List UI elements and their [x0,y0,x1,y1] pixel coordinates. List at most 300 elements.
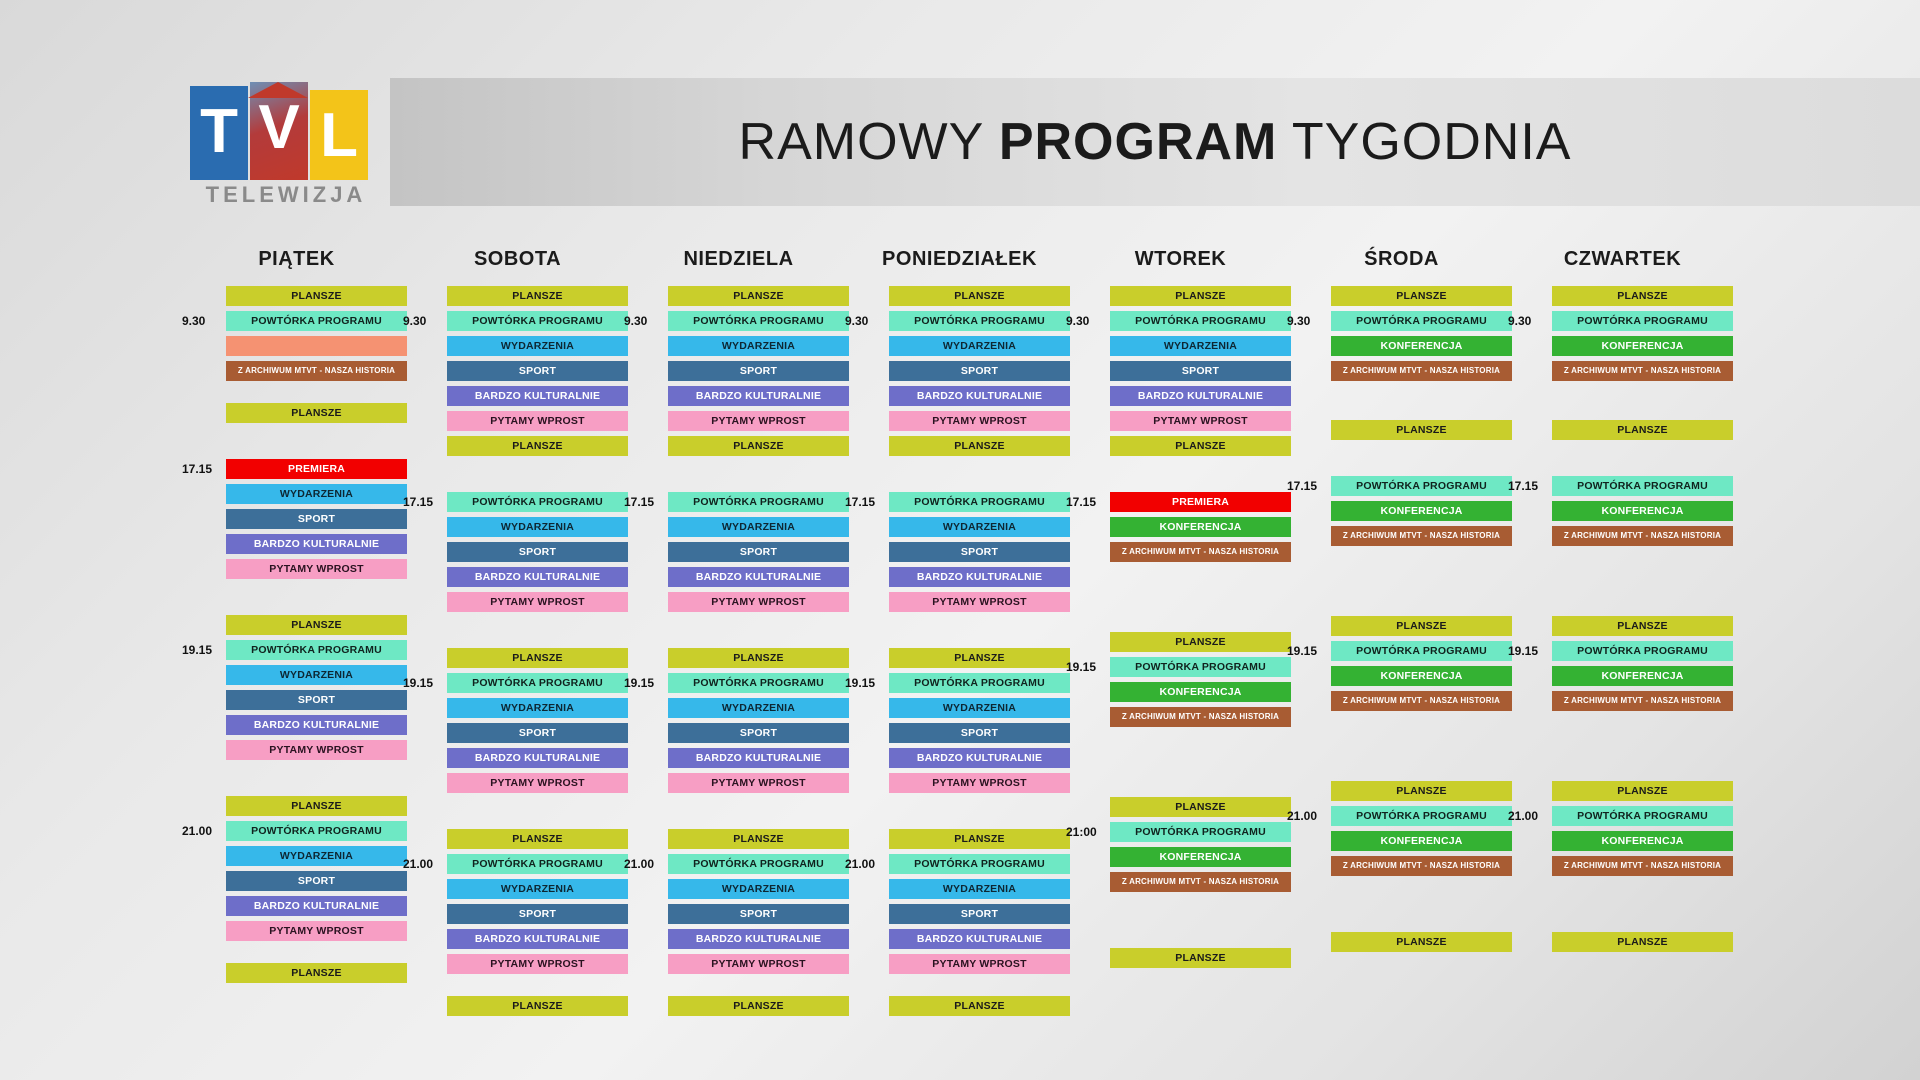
program-bar[interactable]: PLANSZE [1552,932,1733,952]
program-bar[interactable]: POWTÓRKA PROGRAMU [447,311,628,331]
program-time: 21.00 [845,857,876,871]
program-bar[interactable]: KONFERENCJA [1552,666,1733,686]
program-bar[interactable]: KONFERENCJA [1331,336,1512,356]
schedule-row [628,904,849,924]
schedule-row [1070,286,1291,306]
schedule-block [1066,286,1291,487]
row-spacer [628,979,849,991]
program-bar[interactable]: POWTÓRKA PROGRAMU [447,492,628,512]
schedule-row [1066,492,1291,512]
row-spacer [1291,386,1512,398]
schedule-row [628,592,849,612]
schedule-row [1291,420,1512,440]
program-bar[interactable]: Z ARCHIWUM MTVT - NASZA HISTORIA [1552,691,1733,711]
day-header: NIEDZIELA [683,248,794,270]
program-bar[interactable]: BARDZO KULTURALNIE [668,748,849,768]
program-bar[interactable]: PYTAMY WPROST [226,559,407,579]
program-bar[interactable]: Z ARCHIWUM MTVT - NASZA HISTORIA [1110,872,1291,892]
program-bar[interactable]: WYDARZENIA [447,336,628,356]
page-title-bold: PROGRAM [998,113,1278,171]
program-bar[interactable]: PLANSZE [668,996,849,1016]
program-bar[interactable]: PYTAMY WPROST [226,740,407,760]
program-bar[interactable]: PYTAMY WPROST [889,592,1070,612]
block-separator [1512,445,1733,471]
schedule-grid [0,248,1920,1080]
schedule-row [407,592,628,612]
schedule-row [628,879,849,899]
schedule-block [1066,632,1291,792]
schedule-row [1512,286,1733,306]
program-bar[interactable]: Z ARCHIWUM MTVT - NASZA HISTORIA [1331,361,1512,381]
schedule-row [1508,476,1733,496]
program-bar[interactable]: BARDZO KULTURALNIE [1110,386,1291,406]
schedule-row [186,559,407,579]
program-bar[interactable]: POWTÓRKA PROGRAMU [668,311,849,331]
schedule-row [186,963,407,983]
block-separator [849,617,1070,643]
program-bar[interactable]: PLANSZE [1110,632,1291,652]
program-bar[interactable]: BARDZO KULTURALNIE [447,748,628,768]
program-bar[interactable]: PLANSZE [668,286,849,306]
program-bar[interactable]: PYTAMY WPROST [889,411,1070,431]
row-spacer [1070,914,1291,926]
program-bar[interactable]: PLANSZE [447,286,628,306]
program-bar[interactable]: POWTÓRKA PROGRAMU [1331,311,1512,331]
program-bar[interactable]: BARDZO KULTURALNIE [668,567,849,587]
program-bar[interactable]: PLANSZE [668,829,849,849]
program-bar[interactable]: BARDZO KULTURALNIE [668,929,849,949]
block-separator [1070,601,1291,627]
block-separator [1512,957,1733,983]
schedule-row [182,640,407,660]
program-bar[interactable]: PLANSZE [1331,286,1512,306]
schedule-row [1070,411,1291,431]
block-separator [1512,750,1733,776]
program-bar[interactable]: SPORT [447,723,628,743]
program-bar[interactable]: PLANSZE [447,829,628,849]
schedule-row [1070,948,1291,968]
program-bar[interactable]: WYDARZENIA [226,846,407,866]
program-time: 19.15 [1287,644,1318,658]
program-bar[interactable]: PLANSZE [1110,948,1291,968]
schedule-row [407,954,628,974]
program-time: 9.30 [1287,314,1311,328]
schedule-row [849,904,1070,924]
schedule-row [849,748,1070,768]
program-bar[interactable]: Z ARCHIWUM MTVT - NASZA HISTORIA [1331,856,1512,876]
row-spacer [1512,915,1733,927]
program-time: 17.15 [1287,479,1318,493]
schedule-row [407,648,628,668]
program-bar[interactable]: WYDARZENIA [889,517,1070,537]
program-bar[interactable]: KONFERENCJA [1552,831,1733,851]
schedule-row [849,286,1070,306]
schedule-row [628,336,849,356]
day-column [624,248,849,1080]
program-bar[interactable]: POWTÓRKA PROGRAMU [226,311,407,331]
program-time: 17.15 [403,495,434,509]
program-bar[interactable]: PYTAMY WPROST [889,773,1070,793]
program-bar[interactable]: KONFERENCJA [1552,336,1733,356]
row-spacer [1070,732,1291,744]
schedule-row [849,386,1070,406]
schedule-row [1070,386,1291,406]
schedule-row [1291,666,1512,686]
program-bar[interactable]: BARDZO KULTURALNIE [889,567,1070,587]
program-bar[interactable]: PLANSZE [226,403,407,423]
program-bar[interactable]: Z ARCHIWUM MTVT - NASZA HISTORIA [1552,361,1733,381]
program-bar[interactable]: PLANSZE [1331,932,1512,952]
program-bar[interactable]: BARDZO KULTURALNIE [447,929,628,949]
program-bar[interactable]: PLANSZE [1110,436,1291,456]
program-bar[interactable]: POWTÓRKA PROGRAMU [668,673,849,693]
program-bar[interactable]: SPORT [889,361,1070,381]
program-bar[interactable]: POWTÓRKA PROGRAMU [1552,641,1733,661]
program-bar[interactable]: WYDARZENIA [668,517,849,537]
program-bar[interactable]: PLANSZE [447,648,628,668]
program-bar[interactable]: BARDZO KULTURALNIE [668,386,849,406]
row-spacer [1070,749,1291,761]
schedule-block [1066,492,1291,627]
program-bar[interactable]: PLANSZE [889,436,1070,456]
program-bar[interactable]: POWTÓRKA PROGRAMU [1552,311,1733,331]
schedule-block [1287,616,1512,776]
program-bar[interactable]: BARDZO KULTURALNIE [226,534,407,554]
program-bar[interactable]: SPORT [668,904,849,924]
program-time: 9.30 [1508,314,1532,328]
schedule-row [1070,682,1291,702]
program-bar[interactable]: POWTÓRKA PROGRAMU [668,492,849,512]
program-bar[interactable]: WYDARZENIA [668,879,849,899]
program-bar[interactable]: SPORT [447,904,628,924]
program-bar[interactable]: POWTÓRKA PROGRAMU [889,673,1070,693]
schedule-row [1070,872,1291,892]
schedule-row [1512,616,1733,636]
schedule-row [186,615,407,635]
schedule-row [186,286,407,306]
row-spacer [1291,898,1512,910]
schedule-row [186,846,407,866]
program-bar[interactable]: POWTÓRKA PROGRAMU [226,821,407,841]
schedule-row [186,361,407,381]
block-separator [1291,585,1512,611]
program-bar[interactable]: SPORT [889,723,1070,743]
program-bar[interactable]: KONFERENCJA [1110,517,1291,537]
program-time: 9.30 [182,314,206,328]
schedule-block [403,286,628,487]
program-bar[interactable]: PLANSZE [1552,616,1733,636]
program-bar[interactable] [226,336,407,356]
row-spacer [186,946,407,958]
program-bar[interactable]: PYTAMY WPROST [889,954,1070,974]
row-spacer [1512,881,1733,893]
program-bar[interactable]: WYDARZENIA [226,484,407,504]
program-bar[interactable]: PLANSZE [668,648,849,668]
row-spacer [1291,551,1512,563]
schedule-row [407,361,628,381]
schedule-row [407,698,628,718]
schedule-row [1287,311,1512,331]
program-bar[interactable]: WYDARZENIA [668,336,849,356]
program-bar[interactable]: Z ARCHIWUM MTVT - NASZA HISTORIA [1110,542,1291,562]
program-bar[interactable]: POWTÓRKA PROGRAMU [447,673,628,693]
schedule-row [1512,691,1733,711]
program-bar[interactable]: PLANSZE [889,648,1070,668]
schedule-block [182,615,407,791]
block-separator [628,461,849,487]
logo-wordmark: TELEWIZJA [205,182,367,207]
schedule-row [628,723,849,743]
schedule-row [186,871,407,891]
schedule-row [1287,806,1512,826]
schedule-row [1066,822,1291,842]
program-bar[interactable]: SPORT [668,723,849,743]
schedule-row [407,879,628,899]
schedule-row [186,484,407,504]
program-bar[interactable]: Z ARCHIWUM MTVT - NASZA HISTORIA [1110,707,1291,727]
row-spacer [1070,931,1291,943]
program-bar[interactable]: PLANSZE [889,829,1070,849]
schedule-row [407,517,628,537]
schedule-block [182,459,407,610]
block-separator [186,988,407,1014]
program-bar[interactable]: PYTAMY WPROST [447,411,628,431]
program-bar[interactable]: POWTÓRKA PROGRAMU [1110,311,1291,331]
schedule-row [186,336,407,356]
schedule-row [1070,632,1291,652]
schedule-row [1508,641,1733,661]
program-time: 19.15 [624,676,655,690]
logo-tile-blue [190,86,248,180]
program-bar[interactable]: PYTAMY WPROST [668,411,849,431]
schedule-row [849,517,1070,537]
program-bar[interactable]: PLANSZE [1552,286,1733,306]
page-title-part2: TYGODNIA [1277,113,1572,171]
day-column [403,248,628,1080]
schedule-row [1070,336,1291,356]
schedule-row [1070,517,1291,537]
program-bar[interactable]: WYDARZENIA [447,698,628,718]
block-separator [407,461,628,487]
program-bar[interactable]: KONFERENCJA [1110,847,1291,867]
schedule-row [628,567,849,587]
program-bar[interactable]: PLANSZE [668,436,849,456]
program-bar[interactable]: Z ARCHIWUM MTVT - NASZA HISTORIA [1331,691,1512,711]
logo-letter-t: T [200,97,238,166]
program-bar[interactable]: WYDARZENIA [889,879,1070,899]
schedule-block [624,829,849,1047]
program-bar[interactable]: PREMIERA [226,459,407,479]
program-bar[interactable]: PLANSZE [1552,781,1733,801]
schedule-row [186,403,407,423]
program-bar[interactable]: BARDZO KULTURALNIE [447,567,628,587]
program-time: 21.00 [182,824,213,838]
schedule-row [186,665,407,685]
program-bar[interactable]: POWTÓRKA PROGRAMU [1331,476,1512,496]
program-bar[interactable]: BARDZO KULTURALNIE [226,715,407,735]
program-bar[interactable]: WYDARZENIA [447,517,628,537]
schedule-row [628,286,849,306]
program-bar[interactable]: SPORT [226,690,407,710]
program-bar[interactable]: KONFERENCJA [1331,831,1512,851]
program-bar[interactable]: KONFERENCJA [1552,501,1733,521]
schedule-row [186,796,407,816]
program-bar[interactable]: POWTÓRKA PROGRAMU [1331,641,1512,661]
day-header: SOBOTA [473,248,562,270]
schedule-row [1291,501,1512,521]
schedule-row [1070,542,1291,562]
schedule-row [628,436,849,456]
program-bar[interactable]: PLANSZE [1331,420,1512,440]
program-bar[interactable]: PLANSZE [226,615,407,635]
schedule-row [1508,311,1733,331]
program-bar[interactable]: SPORT [889,904,1070,924]
program-bar[interactable]: Z ARCHIWUM MTVT - NASZA HISTORIA [1552,526,1733,546]
program-bar[interactable]: BARDZO KULTURALNIE [226,896,407,916]
program-bar[interactable]: WYDARZENIA [668,698,849,718]
program-bar[interactable]: PLANSZE [1110,286,1291,306]
program-bar[interactable]: POWTÓRKA PROGRAMU [889,854,1070,874]
program-bar[interactable]: SPORT [226,871,407,891]
schedule-row [628,517,849,537]
schedule-row [1512,336,1733,356]
program-bar[interactable]: PYTAMY WPROST [447,592,628,612]
program-bar[interactable]: WYDARZENIA [889,698,1070,718]
program-bar[interactable]: WYDARZENIA [889,336,1070,356]
schedule-row [407,567,628,587]
row-spacer [1512,898,1733,910]
program-bar[interactable]: POWTÓRKA PROGRAMU [889,311,1070,331]
program-bar[interactable]: PLANSZE [226,796,407,816]
program-bar[interactable]: PYTAMY WPROST [1110,411,1291,431]
program-bar[interactable]: POWTÓRKA PROGRAMU [889,492,1070,512]
schedule-block [624,286,849,487]
program-bar[interactable]: PLANSZE [226,963,407,983]
program-bar[interactable]: BARDZO KULTURALNIE [447,386,628,406]
program-bar[interactable]: POWTÓRKA PROGRAMU [447,854,628,874]
program-bar[interactable]: PLANSZE [889,286,1070,306]
schedule-row [182,821,407,841]
row-spacer [1291,733,1512,745]
schedule-row [628,542,849,562]
schedule-row [628,773,849,793]
schedule-row [849,336,1070,356]
program-bar[interactable]: PYTAMY WPROST [668,954,849,974]
program-bar[interactable]: SPORT [668,542,849,562]
schedule-block [1287,476,1512,611]
page-header [0,0,1920,248]
schedule-block [1066,797,1291,999]
program-bar[interactable]: SPORT [668,361,849,381]
schedule-row [1291,526,1512,546]
program-bar[interactable]: PLANSZE [447,996,628,1016]
program-bar[interactable]: PLANSZE [1110,797,1291,817]
schedule-row [1287,476,1512,496]
program-bar[interactable]: PLANSZE [226,286,407,306]
schedule-row [403,673,628,693]
program-bar[interactable]: PLANSZE [447,436,628,456]
program-bar[interactable]: SPORT [889,542,1070,562]
program-bar[interactable]: PYTAMY WPROST [226,921,407,941]
program-bar[interactable]: PYTAMY WPROST [668,592,849,612]
program-bar[interactable]: PLANSZE [1552,420,1733,440]
program-bar[interactable]: POWTÓRKA PROGRAMU [1110,822,1291,842]
program-time: 17.15 [845,495,876,509]
schedule-row [407,411,628,431]
program-time: 17.15 [182,462,213,476]
schedule-row [628,748,849,768]
program-bar[interactable]: KONFERENCJA [1331,501,1512,521]
program-bar[interactable]: KONFERENCJA [1331,666,1512,686]
day-column [1508,248,1733,1080]
program-bar[interactable]: BARDZO KULTURALNIE [889,386,1070,406]
program-bar[interactable]: POWTÓRKA PROGRAMU [1552,806,1733,826]
program-time: 21:00 [1066,825,1097,839]
program-bar[interactable]: POWTÓRKA PROGRAMU [1331,806,1512,826]
day-header: ŚRODA [1364,248,1439,270]
program-bar[interactable]: PREMIERA [1110,492,1291,512]
schedule-block [1508,616,1733,776]
page-title-part1: RAMOWY [738,113,999,171]
program-bar[interactable]: SPORT [447,361,628,381]
schedule-row [1512,932,1733,952]
program-bar[interactable]: BARDZO KULTURALNIE [889,748,1070,768]
program-bar[interactable]: POWTÓRKA PROGRAMU [1552,476,1733,496]
program-bar[interactable]: WYDARZENIA [1110,336,1291,356]
program-bar[interactable]: POWTÓRKA PROGRAMU [668,854,849,874]
program-bar[interactable]: PYTAMY WPROST [447,954,628,974]
program-bar[interactable]: PYTAMY WPROST [447,773,628,793]
schedule-row [186,740,407,760]
program-bar[interactable]: WYDARZENIA [447,879,628,899]
program-time: 19.15 [1066,660,1097,674]
schedule-block [1508,476,1733,611]
schedule-block [845,648,1070,824]
block-separator [407,798,628,824]
program-time: 19.15 [403,676,434,690]
schedule-row [628,829,849,849]
program-bar[interactable]: Z ARCHIWUM MTVT - NASZA HISTORIA [226,361,407,381]
program-bar[interactable]: PLANSZE [1331,781,1512,801]
program-bar[interactable]: SPORT [226,509,407,529]
schedule-row [403,854,628,874]
schedule-row [407,996,628,1016]
schedule-row [845,673,1070,693]
program-bar[interactable]: Z ARCHIWUM MTVT - NASZA HISTORIA [1552,856,1733,876]
program-bar[interactable]: POWTÓRKA PROGRAMU [226,640,407,660]
program-bar[interactable]: Z ARCHIWUM MTVT - NASZA HISTORIA [1331,526,1512,546]
program-bar[interactable]: SPORT [1110,361,1291,381]
program-bar[interactable]: KONFERENCJA [1110,682,1291,702]
program-bar[interactable]: POWTÓRKA PROGRAMU [1110,657,1291,677]
program-bar[interactable]: SPORT [447,542,628,562]
row-spacer [1070,567,1291,579]
block-separator [186,428,407,454]
program-bar[interactable]: PYTAMY WPROST [668,773,849,793]
schedule-row [1512,666,1733,686]
schedule-row [849,996,1070,1016]
schedule-row [403,311,628,331]
schedule-row [849,592,1070,612]
schedule-row [1287,641,1512,661]
program-time: 19.15 [1508,644,1539,658]
program-bar[interactable]: PLANSZE [889,996,1070,1016]
schedule-row [407,829,628,849]
program-bar[interactable]: PLANSZE [1331,616,1512,636]
program-bar[interactable]: WYDARZENIA [226,665,407,685]
schedule-row [849,542,1070,562]
program-bar[interactable]: BARDZO KULTURALNIE [889,929,1070,949]
